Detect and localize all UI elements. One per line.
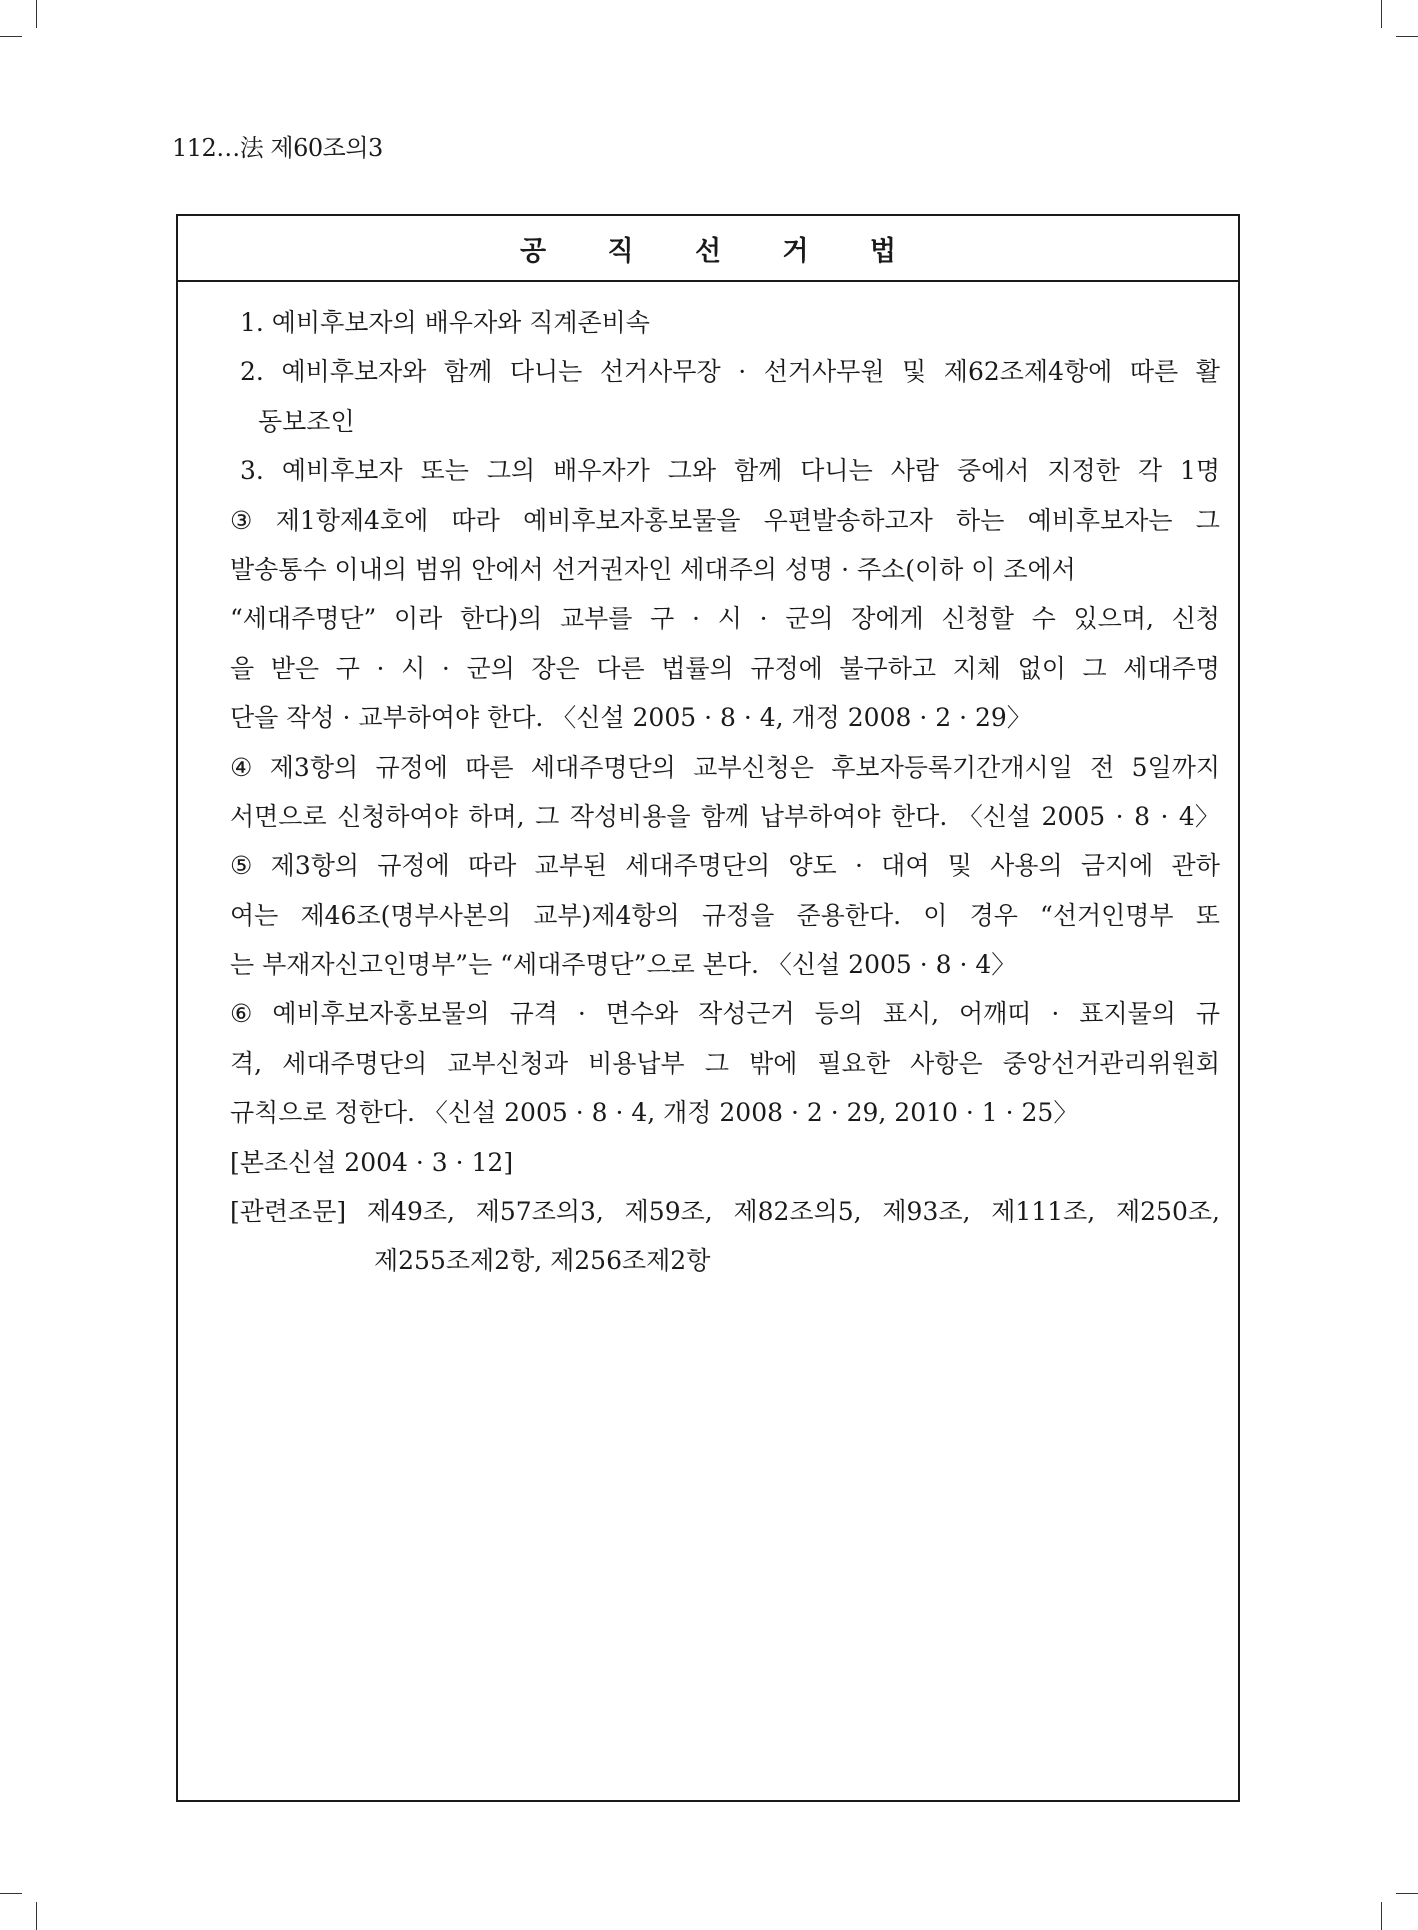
text-word: 제3항의 (270, 851, 360, 881)
text-word: 밖에 (749, 1048, 798, 1078)
text-word: 교부를 (560, 604, 633, 634)
crop-mark-bottom-right-v (1381, 1902, 1382, 1930)
text-word: 있으며, (1073, 604, 1154, 634)
text-word: 제57조의3, (475, 1197, 604, 1227)
text-word: 없이 (1017, 653, 1066, 683)
text-word: 〈신설 (957, 801, 1032, 831)
text-word: 교부신청은 (693, 752, 814, 782)
text-word: “세대주명단” (230, 604, 377, 634)
text-word: 을 (230, 653, 255, 683)
text-word: 함께 (443, 357, 493, 387)
text-word: 서면으로 (230, 801, 327, 831)
text-line (178, 298, 1238, 347)
text-line (178, 644, 1238, 693)
text-line (178, 693, 1238, 742)
text-word: 다니는 (509, 357, 583, 387)
text-line (178, 594, 1238, 643)
text-word: 4〉 (1178, 801, 1220, 831)
text-word: 따른 (1129, 357, 1179, 387)
text-word: · (854, 851, 863, 881)
text-word: 예비후보자 (281, 456, 403, 486)
text-word: 장에게 (851, 604, 924, 634)
text-word: 이 (923, 900, 948, 930)
crop-mark-top-right-h (1396, 36, 1418, 37)
text-word: 법률의 (661, 653, 734, 683)
text-word: 지정한 (1047, 456, 1120, 486)
text-line (178, 989, 1238, 1038)
text-word: 그와 (667, 456, 717, 486)
text-word: 규정에 (377, 851, 450, 881)
text-word: ④ (230, 752, 253, 782)
text-word: 어깨띠 (959, 999, 1032, 1029)
text-word: 그의 (486, 456, 536, 486)
text-word: · (692, 604, 700, 634)
text-word: 선거사무장 (599, 357, 721, 387)
text-word: 사람 (890, 456, 939, 486)
text-word: 예비후보자홍보물의 (272, 999, 490, 1029)
text-word: 그 (1195, 505, 1220, 535)
text-word: 장은 (531, 653, 580, 683)
text-word: 그 (535, 801, 560, 831)
text-word: 제3항의 (269, 752, 359, 782)
text-line (178, 496, 1238, 545)
text-word: 작성근거 (698, 999, 795, 1029)
text-word: 예비후보자홍보물을 (523, 505, 741, 535)
text-line (178, 940, 1238, 989)
text-word: 불구하고 (839, 653, 937, 683)
text-word: 사항은 (910, 1048, 983, 1078)
text-word: 여는 (230, 900, 279, 930)
text-word: 신청 (1171, 604, 1220, 634)
text-word: [관련조문] (230, 1197, 347, 1227)
text-word: 규정에 (750, 653, 823, 683)
text-word: 세대주명단의 (625, 851, 771, 881)
text-word: · (759, 604, 768, 634)
crop-mark-top-right-v (1381, 0, 1382, 28)
text-line (178, 545, 1238, 594)
text-word: 한다. (891, 801, 948, 831)
text-word: 시 (401, 653, 426, 683)
text-line (178, 446, 1238, 495)
text-word: 세대주명단의 (282, 1048, 428, 1078)
text-word: 규격 (509, 999, 558, 1029)
crop-mark-bottom-left-v (36, 1902, 37, 1930)
text-word: 금지에 (1080, 851, 1154, 881)
text-span: 단을 작성 · 교부하여야 한다. 〈신설 2005 · 8 · 4, 개정 2008 · 2 · 29〉 (230, 703, 1032, 733)
text-word: 우편발송하고자 (763, 505, 933, 535)
text-span: 1. 예비후보자의 배우자와 직계존비속 (240, 308, 650, 337)
text-word: 8 (1134, 801, 1150, 831)
box-body (178, 282, 1238, 1286)
text-word: 규정을 (701, 900, 775, 930)
text-word: 제59조, (624, 1197, 713, 1227)
text-word: 3. (240, 456, 264, 486)
text-word: 군의 (785, 604, 834, 634)
text-word: · (577, 999, 586, 1029)
text-word: 또는 (420, 456, 469, 486)
text-word: 경우 (969, 900, 1018, 930)
text-word: 지체 (952, 653, 1001, 683)
crop-mark-bottom-right-h (1396, 1893, 1418, 1894)
text-word: 후보자등록기간개시일 (831, 752, 1073, 782)
text-word: 제82조의5, (733, 1197, 862, 1227)
text-word: 납부하여야 (759, 801, 881, 831)
text-word: 대여 (881, 851, 930, 881)
text-word: 군의 (466, 653, 515, 683)
text-word: 따라 (451, 505, 500, 535)
crop-mark-top-left-v (36, 0, 37, 28)
text-word: 다니는 (800, 456, 873, 486)
text-word: 및 (947, 851, 972, 881)
text-word: 예비후보자는 (1027, 505, 1173, 535)
text-span: 발송통수 이내의 범위 안에서 선거권자인 세대주의 성명 · 주소(이하 이 조에서 (230, 554, 1076, 584)
text-word: 교부신청과 (447, 1048, 568, 1078)
text-word: 제46조(명부사본의 (300, 900, 512, 930)
text-word: 구 (335, 653, 360, 683)
text-word: 5일까지 (1131, 752, 1220, 782)
text-word: 그 (1082, 653, 1107, 683)
text-word: 교부)제4항의 (533, 900, 680, 930)
text-word: 배우자가 (553, 456, 650, 486)
text-word: 및 (902, 357, 927, 387)
text-word: 중에서 (956, 456, 1030, 486)
text-word: 2. (240, 357, 264, 387)
running-head: 112…法 제60조의3 (172, 134, 383, 162)
text-word: ③ (230, 505, 253, 535)
text-word: 표시, (882, 999, 940, 1029)
text-word: 수 (1031, 604, 1056, 634)
text-word: 제250조, (1115, 1197, 1220, 1227)
text-word: 표지물의 (1079, 999, 1176, 1029)
text-word: 그 (704, 1048, 729, 1078)
text-word: · (441, 653, 450, 683)
text-word: 한다)의 (460, 604, 543, 634)
text-word: 함께 (700, 801, 750, 831)
text-word: 따라 (467, 851, 517, 881)
text-line (178, 397, 1238, 446)
text-word: 제111조, (991, 1197, 1096, 1227)
text-line (178, 792, 1238, 841)
text-line (178, 891, 1238, 940)
text-line (178, 1138, 1238, 1187)
text-word: 관하 (1171, 851, 1220, 881)
text-word: · (1051, 999, 1060, 1029)
text-word: 구 (650, 604, 675, 634)
text-word: 함께 (733, 456, 783, 486)
text-word: 활 (1195, 357, 1220, 387)
text-word: 제62조제4항에 (943, 357, 1113, 387)
text-line (178, 1187, 1238, 1236)
text-word: 2005 (1041, 801, 1106, 831)
text-word: 따른 (465, 752, 514, 782)
text-line (178, 841, 1238, 890)
text-line (178, 1088, 1238, 1137)
text-word: 등의 (814, 999, 863, 1029)
text-word: 면수와 (605, 999, 679, 1029)
text-line (178, 743, 1238, 792)
text-line (178, 347, 1238, 396)
box-title: 공 직 선 거 법 (178, 216, 1238, 282)
text-word: “선거인명부 (1040, 900, 1174, 930)
text-span: 규칙으로 정한다. 〈신설 2005 · 8 · 4, 개정 2008 · 2 · 29, 2010 · 1 · 25〉 (230, 1098, 1079, 1128)
text-word: · (1160, 801, 1169, 831)
text-word: 규정에 (375, 752, 448, 782)
text-word: 세대주명 (1123, 653, 1220, 683)
crop-mark-bottom-left-h (0, 1893, 22, 1894)
text-word: ⑤ (230, 851, 253, 881)
text-span: 는 부재자신고인명부”는 “세대주명단”으로 본다. 〈신설 2005 · 8 · 4〉 (230, 950, 1017, 980)
text-word: 신청할 (941, 604, 1014, 634)
text-word: 1명 (1179, 456, 1220, 486)
text-word: 세대주명단의 (530, 752, 676, 782)
text-word: 선거사무원 (763, 357, 885, 387)
text-word: 각 (1137, 456, 1162, 486)
text-word: 시 (717, 604, 742, 634)
text-word: 다른 (596, 653, 645, 683)
text-span: 동보조인 (258, 406, 355, 436)
text-line (178, 1236, 1238, 1285)
text-word: 중앙선거관리위원회 (1002, 1048, 1220, 1078)
text-word: ⑥ (230, 999, 253, 1029)
text-word: 이라 (394, 604, 443, 634)
text-span: 제255조제2항, 제256조제2항 (374, 1246, 711, 1276)
text-word: 교부된 (534, 851, 607, 881)
text-word: 하는 (956, 505, 1005, 535)
text-span: [본조신설 2004 · 3 · 12] (230, 1147, 514, 1177)
text-word: · (738, 357, 747, 387)
text-word: 하며, (468, 801, 525, 831)
text-word: 제49조, (366, 1197, 455, 1227)
text-word: 받은 (270, 653, 320, 683)
text-word: 사용의 (990, 851, 1063, 881)
crop-mark-top-left-h (0, 36, 22, 37)
text-line (178, 1039, 1238, 1088)
text-word: 제1항제4호에 (275, 505, 429, 535)
text-word: 격, (230, 1048, 263, 1078)
text-word: 신청하여야 (337, 801, 458, 831)
text-word: 전 (1090, 752, 1115, 782)
text-word: 준용한다. (796, 900, 902, 930)
text-word: 예비후보자와 (281, 357, 427, 387)
text-word: 또 (1195, 900, 1220, 930)
text-word: · (376, 653, 385, 683)
law-text-box (176, 214, 1240, 1802)
text-word: 작성비용을 (569, 801, 691, 831)
text-word: 양도 (788, 851, 837, 881)
text-word: 규 (1195, 999, 1220, 1029)
text-word: 제93조, (882, 1197, 971, 1227)
text-word: 필요한 (817, 1048, 890, 1078)
text-word: 비용납부 (588, 1048, 685, 1078)
text-word: · (1115, 801, 1124, 831)
